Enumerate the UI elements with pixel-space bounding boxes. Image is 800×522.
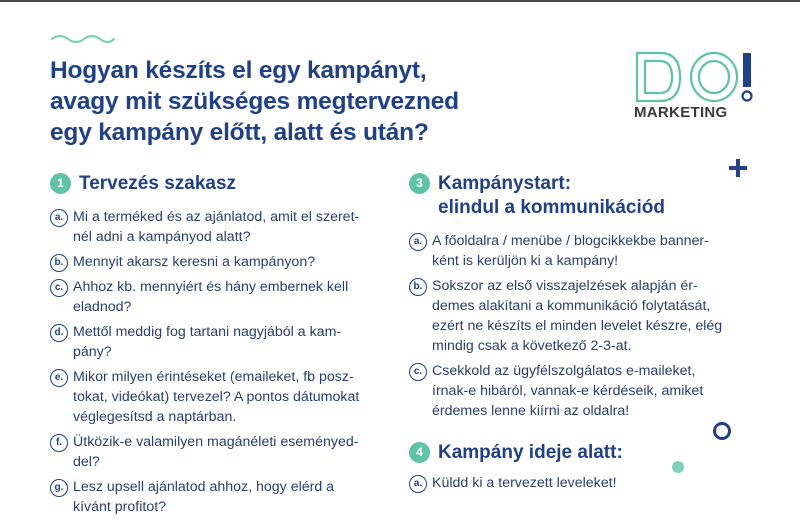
- item-marker: a.: [409, 475, 427, 493]
- wave-decoration-icon: [50, 32, 116, 44]
- item-marker: a.: [409, 233, 427, 251]
- list-item: [50, 432, 395, 472]
- section-number: 1: [50, 173, 71, 194]
- item-text: Sokszor az első visszajelzések alapján ér- demes alakítani a kommunikáció folytatását, ezért ne készíts el minden levelet készre, elég mindig csak a következő 2-3-at.: [432, 278, 723, 354]
- title-line-2: avagy mit szükséges megtervezned: [50, 88, 459, 115]
- item-marker: c.: [50, 279, 68, 297]
- item-marker: f.: [50, 434, 68, 452]
- item-marker: e.: [50, 369, 68, 387]
- list-item: [409, 231, 754, 271]
- page-title: [50, 55, 610, 148]
- section-list: [409, 231, 754, 421]
- title-line-3: egy kampány előtt, alatt és után?: [50, 119, 429, 146]
- section-header: [50, 172, 395, 196]
- section-number: 4: [409, 442, 430, 463]
- item-marker: b.: [409, 278, 427, 296]
- item-text: Csekkold az ügyfélszolgálatos e-maileket, írnak-e hibáról, vannak-e kérdéseik, amiket érdemes lenne kiírni az oldalra!: [432, 363, 704, 419]
- section-title: Tervezés szakasz: [79, 173, 237, 194]
- list-item: [409, 276, 754, 356]
- do-marketing-logo: [634, 50, 754, 125]
- item-marker: c.: [409, 363, 427, 381]
- title-line-1: Hogyan készíts el egy kampányt,: [50, 57, 427, 84]
- item-marker: g.: [50, 479, 68, 497]
- item-marker: b.: [50, 254, 68, 272]
- item-text: A főoldalra / menübe / blogcikkekbe banner- ként is kerüljön ki a kampány!: [432, 233, 709, 269]
- logo-mark-icon: [634, 50, 754, 104]
- list-item: [50, 252, 395, 272]
- top-border: [0, 0, 800, 2]
- list-item: [50, 322, 395, 362]
- item-text: Küldd ki a tervezett leveleket!: [432, 475, 617, 491]
- item-text: Ahhoz kb. mennyiért és hány embernek kell eladnod?: [73, 279, 349, 315]
- section-list: [409, 473, 754, 493]
- item-text: Mi a terméked és az ajánlatod, amit el szeret- nél adni a kampányod alatt?: [73, 209, 360, 245]
- section-header: [409, 172, 754, 220]
- section-kampanystart: [409, 172, 754, 426]
- list-item: [409, 361, 754, 421]
- section-header: [409, 441, 754, 465]
- item-text: Mikor milyen érintéseket (emaileket, fb posz- tokat, videókat) tervezel? A pontos dátumokat véglegesítsd a naptárban.: [73, 369, 360, 425]
- list-item: [50, 277, 395, 317]
- section-kampany-ideje: [409, 441, 754, 498]
- section-title: Kampánystart: elindul a kommunikációd: [438, 173, 665, 218]
- section-number: 3: [409, 173, 430, 194]
- section-title: Kampány ideje alatt:: [438, 442, 623, 463]
- section-list: [50, 207, 395, 517]
- list-item: [50, 367, 395, 427]
- item-marker: d.: [50, 324, 68, 342]
- item-text: Mennyit akarsz keresni a kampányon?: [73, 254, 316, 270]
- item-text: Mettől meddig fog tartani nagyjából a kam- pány?: [73, 324, 342, 360]
- list-item: [50, 477, 395, 517]
- list-item: [409, 473, 754, 493]
- item-marker: a.: [50, 209, 68, 227]
- item-text: Lesz upsell ajánlatod ahhoz, hogy elérd a kívánt profitot?: [73, 479, 335, 515]
- section-tervezes: [50, 172, 395, 522]
- item-text: Ütközik-e valamilyen magánéleti eseményed- del?: [73, 434, 359, 470]
- list-item: [50, 207, 395, 247]
- logo-wordmark: MARKETING: [634, 104, 728, 121]
